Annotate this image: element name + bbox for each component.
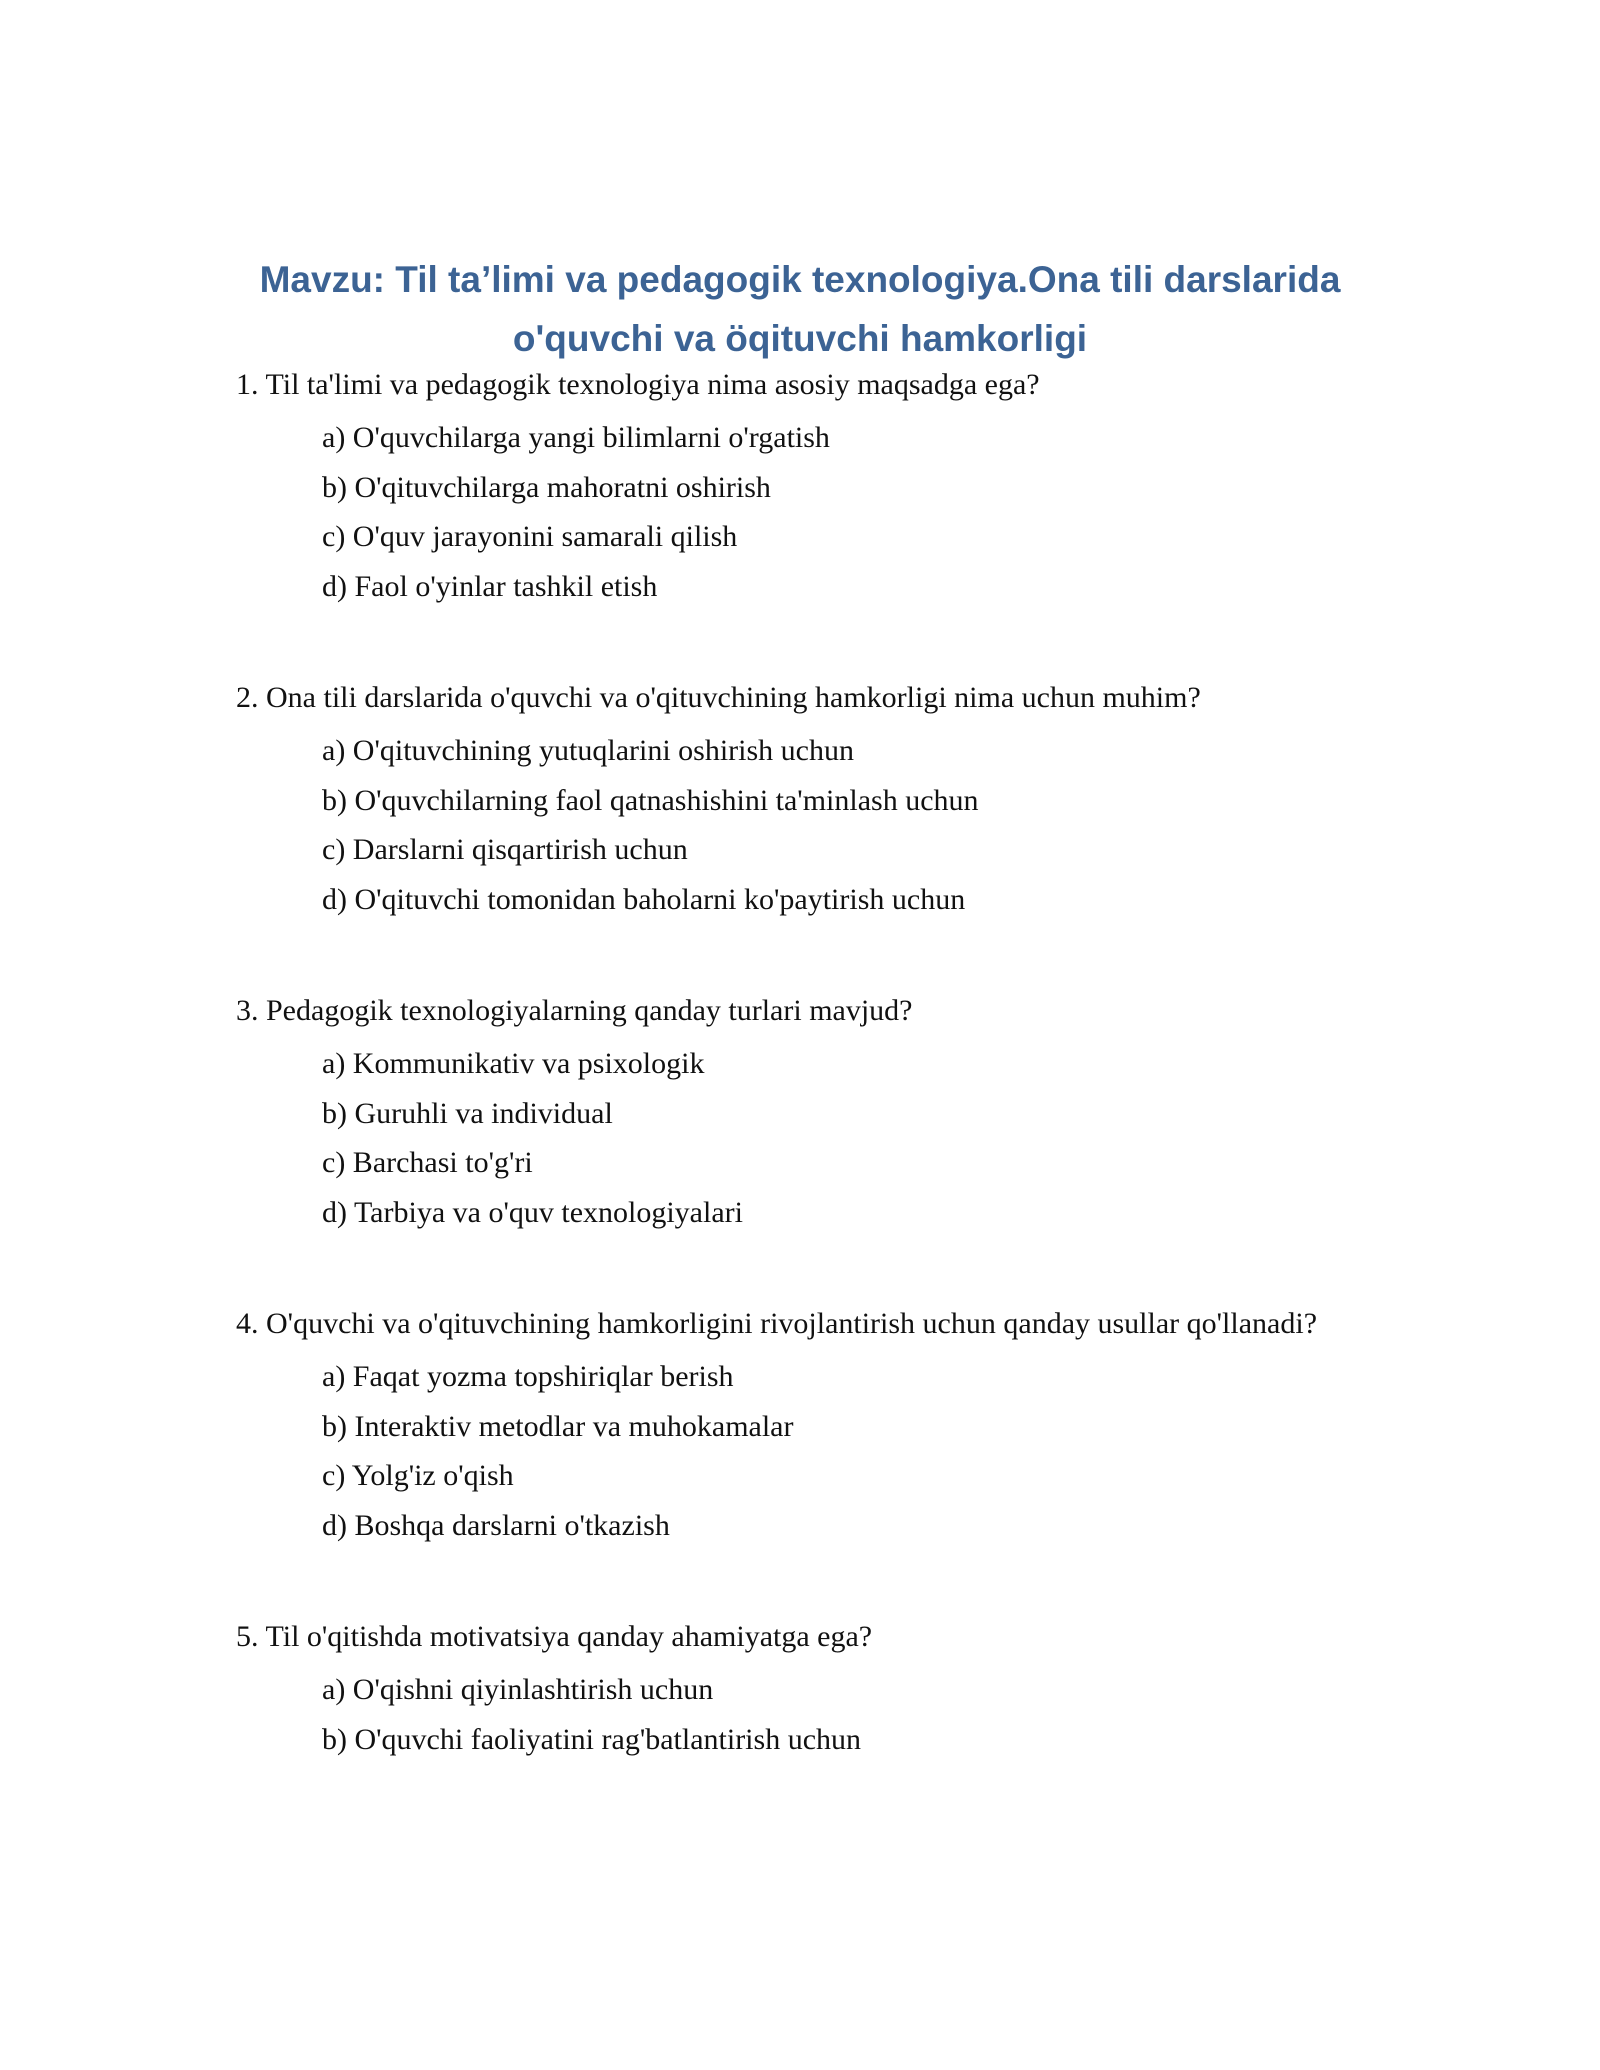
option-item: d) Tarbiya va o'quv texnologiyalari xyxy=(322,1195,743,1229)
title-line-2: o'quvchi va öqituvchi hamkorligi xyxy=(512,318,1088,359)
option-item: b) O'qituvchilarga mahoratni oshirish xyxy=(322,470,771,504)
document-title xyxy=(236,250,1364,368)
option-item: a) O'qishni qiyinlashtirish uchun xyxy=(322,1673,714,1706)
option-item: a) Faqat yozma topshiriqlar berish xyxy=(322,1360,734,1393)
option-list xyxy=(322,1039,1366,1237)
option-list xyxy=(322,413,1366,611)
option-item: a) O'quvchilarga yangi bilimlarni o'rgatish xyxy=(322,421,830,454)
option-list xyxy=(322,726,1366,924)
option-item: d) Faol o'yinlar tashkil etish xyxy=(322,569,658,603)
question-block xyxy=(236,364,1366,611)
option-item: a) O'qituvchining yutuqlarini oshirish uchun xyxy=(322,734,855,767)
option-item: d) O'qituvchi tomonidan baholarni ko'paytirish uchun xyxy=(322,882,966,916)
option-item: c) Darslarni qisqartirish uchun xyxy=(322,833,688,866)
option-list xyxy=(322,1352,1366,1550)
question-block xyxy=(236,990,1366,1237)
question-text: 2. Ona tili darslarida o'quvchi va o'qituvchining hamkorligi nima uchun muhim? xyxy=(236,681,1201,714)
question-text: 3. Pedagogik texnologiyalarning qanday turlari mavjud? xyxy=(236,994,913,1027)
option-item: c) O'quv jarayonini samarali qilish xyxy=(322,520,738,553)
option-item: d) Boshqa darslarni o'tkazish xyxy=(322,1508,670,1542)
question-text: 5. Til o'qitishda motivatsiya qanday ahamiyatga ega? xyxy=(236,1620,873,1653)
question-block xyxy=(236,1616,1366,1764)
option-item: b) O'quvchi faoliyatini rag'batlantirish uchun xyxy=(322,1722,862,1756)
question-text: 1. Til ta'limi va pedagogik texnologiya nima asosiy maqsadga ega? xyxy=(236,368,1040,401)
option-item: c) Yolg'iz o'qish xyxy=(322,1459,514,1492)
option-item: a) Kommunikativ va psixologik xyxy=(322,1047,705,1080)
question-block xyxy=(236,1303,1366,1550)
option-item: b) O'quvchilarning faol qatnashishini ta'minlash uchun xyxy=(322,783,979,817)
option-item: b) Guruhli va individual xyxy=(322,1096,613,1130)
question-block xyxy=(236,677,1366,924)
option-item: c) Barchasi to'g'ri xyxy=(322,1146,533,1179)
option-list xyxy=(322,1665,1366,1764)
option-item: b) Interaktiv metodlar va muhokamalar xyxy=(322,1409,794,1443)
title-line-1: Mavzu: Til ta’limi va pedagogik texnologiya.Ona tili darslarida xyxy=(259,259,1341,300)
question-list xyxy=(236,364,1366,1830)
question-text: 4. O'quvchi va o'qituvchining hamkorligini rivojlantirish uchun qanday usullar qo'llanadi? xyxy=(236,1307,1318,1340)
